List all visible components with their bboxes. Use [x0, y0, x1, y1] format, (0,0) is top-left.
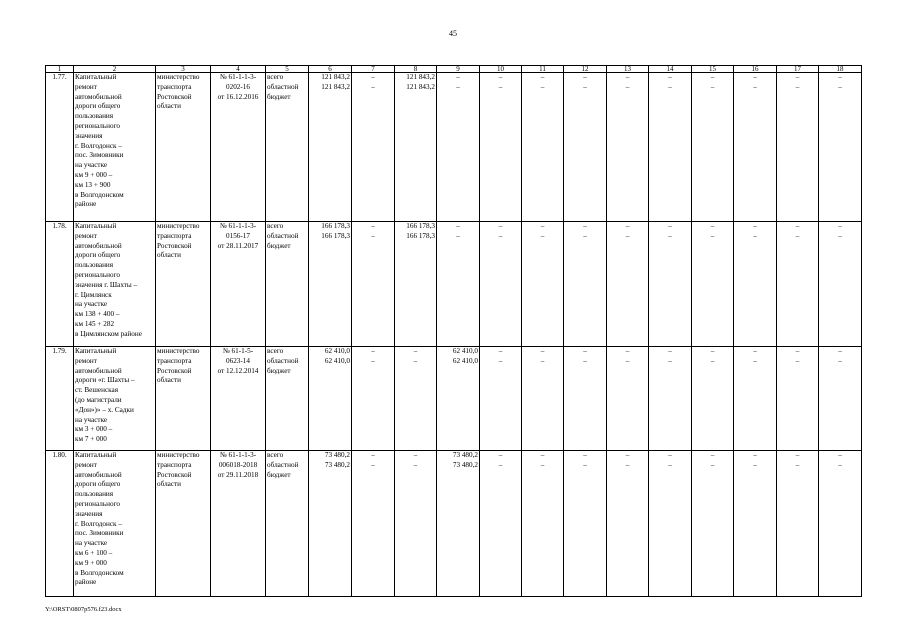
cell-line: бюджет: [267, 366, 291, 375]
value-cell: [777, 347, 819, 451]
column-header: 16: [734, 66, 777, 73]
value-regional: –: [371, 82, 375, 91]
value-regional: 121 843,2: [321, 82, 350, 91]
cell-line: значения г. Шахты –: [75, 280, 138, 289]
cell-line: областной: [267, 231, 299, 240]
value-total: –: [456, 73, 460, 81]
value-cell: [649, 222, 692, 347]
cell-line: № 61-1-5-: [222, 347, 254, 355]
value-regional: –: [838, 231, 842, 240]
row-number: 1.78.: [46, 222, 74, 347]
value-regional: 62 410,0: [324, 356, 350, 365]
value-total: –: [540, 347, 545, 355]
value-cell: [352, 347, 395, 451]
cell-line: области: [157, 480, 182, 489]
column-header: 7: [352, 66, 395, 73]
value-cell: [480, 451, 522, 597]
value-regional: –: [498, 231, 503, 240]
value-total: –: [498, 347, 503, 355]
value-regional: –: [625, 231, 630, 240]
value-regional: –: [456, 231, 460, 240]
value-cell: [437, 451, 480, 597]
column-header: 1: [46, 66, 74, 73]
value-total: –: [583, 73, 587, 81]
value-total: –: [498, 451, 503, 459]
value-total: –: [625, 347, 630, 355]
cell-line: ремонт: [75, 82, 97, 91]
value-regional: –: [625, 460, 630, 469]
contract-cell: [211, 451, 266, 597]
value-cell: [607, 73, 649, 222]
cell-line: транспорта: [157, 82, 192, 91]
cell-line: регионального: [75, 499, 120, 508]
value-regional: –: [498, 356, 503, 365]
cell-line: автомобильной: [75, 92, 122, 101]
value-regional: –: [710, 82, 715, 91]
value-cell: [607, 347, 649, 451]
funding-source-cell: [266, 73, 309, 222]
value-total: –: [710, 222, 715, 230]
cell-line: всего: [267, 347, 284, 355]
cell-line: пос. Зимовники: [75, 151, 124, 160]
cell-line: Капитальный: [75, 451, 117, 459]
page-number: 45: [449, 29, 457, 38]
value-regional: –: [795, 460, 800, 469]
cell-line: км 7 + 000: [75, 435, 107, 444]
value-regional: –: [795, 82, 800, 91]
cell-line: пользования: [75, 112, 114, 121]
funding-source-cell: [266, 347, 309, 451]
value-regional: 73 480,2: [452, 460, 478, 469]
value-total: 73 480,2: [324, 451, 350, 459]
cell-line: № 61-1-1-3-: [219, 73, 257, 81]
value-cell: [522, 222, 564, 347]
value-total: 62 410,0: [324, 347, 350, 355]
value-total: 73 480,2: [452, 451, 478, 459]
cell-line: автомобильной: [75, 241, 122, 250]
cell-line: бюджет: [267, 92, 291, 101]
value-cell: [309, 347, 352, 451]
cell-line: дороги общего: [75, 480, 121, 489]
cell-line: бюджет: [267, 470, 291, 479]
value-cell: [480, 222, 522, 347]
value-regional: –: [498, 82, 503, 91]
cell-line: км 13 + 900: [75, 180, 111, 189]
cell-line: 006018-2018: [218, 460, 258, 469]
value-cell: [522, 347, 564, 451]
cell-line: области: [157, 251, 182, 260]
cell-line: министерство: [157, 347, 200, 355]
value-cell: [564, 347, 607, 451]
value-total: –: [456, 222, 460, 230]
cell-line: районе: [75, 200, 97, 209]
cell-line: дороги общего: [75, 102, 121, 111]
table-row: [46, 347, 862, 451]
value-regional: –: [753, 460, 757, 469]
value-regional: 73 480,2: [324, 460, 350, 469]
value-regional: 166 178,3: [406, 231, 435, 240]
cell-line: министерство: [157, 451, 200, 459]
value-total: –: [668, 451, 672, 459]
value-total: –: [753, 347, 757, 355]
cell-line: на участке: [75, 415, 108, 424]
value-cell: [395, 222, 437, 347]
cell-line: ремонт: [75, 460, 97, 469]
value-cell: [607, 222, 649, 347]
value-total: –: [583, 347, 587, 355]
cell-line: областной: [267, 460, 299, 469]
value-regional: –: [710, 356, 715, 365]
cell-line: от 28.11.2017: [217, 241, 259, 250]
value-cell: [734, 347, 777, 451]
value-total: –: [795, 73, 800, 81]
value-total: –: [625, 73, 630, 81]
value-regional: –: [456, 82, 460, 91]
work-name-cell: [74, 347, 156, 451]
cell-line: пользования: [75, 490, 114, 499]
value-regional: –: [371, 231, 375, 240]
value-total: –: [668, 347, 672, 355]
cell-line: пос. Зимовники: [75, 529, 124, 538]
value-total: 166 178,3: [406, 222, 435, 230]
value-total: –: [583, 222, 587, 230]
cell-line: г. Волгодонск –: [75, 519, 122, 528]
value-total: 121 843,2: [321, 73, 350, 81]
value-regional: –: [753, 82, 757, 91]
value-total: –: [540, 451, 545, 459]
value-cell: [734, 73, 777, 222]
value-cell: [352, 222, 395, 347]
table-row: [46, 73, 862, 222]
cell-line: Ростовской: [157, 92, 192, 101]
value-regional: –: [540, 356, 545, 365]
value-cell: [480, 347, 522, 451]
cell-line: км 138 + 400 –: [75, 310, 120, 319]
cell-line: км 145 + 282: [75, 319, 115, 328]
value-cell: [692, 222, 734, 347]
column-header: 18: [819, 66, 862, 73]
value-cell: [649, 73, 692, 222]
cell-line: Капитальный: [75, 73, 117, 81]
funding-source-cell: [266, 451, 309, 597]
value-cell: [395, 347, 437, 451]
value-cell: [819, 451, 862, 597]
value-cell: [777, 451, 819, 597]
value-total: –: [498, 222, 503, 230]
column-header: 5: [266, 66, 309, 73]
column-header: 2: [74, 66, 156, 73]
cell-line: автомобильной: [75, 366, 122, 375]
row-number: 1.80.: [46, 451, 74, 597]
column-header: 10: [480, 66, 522, 73]
cell-line: Ростовской: [157, 366, 192, 375]
value-regional: –: [498, 460, 503, 469]
value-cell: [607, 451, 649, 597]
value-cell: [309, 73, 352, 222]
value-regional: –: [540, 231, 545, 240]
value-regional: –: [583, 460, 587, 469]
column-header: 17: [777, 66, 819, 73]
cell-line: министерство: [157, 222, 200, 230]
value-total: –: [753, 73, 757, 81]
value-total: –: [753, 451, 757, 459]
value-cell: [734, 222, 777, 347]
cell-line: бюджет: [267, 241, 291, 250]
value-regional: –: [838, 356, 842, 365]
value-total: 62 410,0: [452, 347, 478, 355]
value-total: –: [413, 451, 418, 459]
cell-line: транспорта: [157, 460, 192, 469]
value-regional: –: [413, 460, 418, 469]
column-header: 11: [522, 66, 564, 73]
value-regional: –: [795, 231, 800, 240]
cell-line: регионального: [75, 121, 120, 130]
value-regional: –: [838, 460, 842, 469]
value-cell: [437, 347, 480, 451]
cell-line: всего: [267, 73, 284, 81]
cell-line: км 6 + 100 –: [75, 548, 113, 557]
cell-line: ремонт: [75, 231, 97, 240]
value-cell: [437, 222, 480, 347]
value-regional: 121 843,2: [406, 82, 435, 91]
value-total: –: [371, 73, 375, 81]
value-cell: [352, 73, 395, 222]
value-cell: [777, 73, 819, 222]
cell-line: Ростовской: [157, 470, 192, 479]
cell-line: значения: [75, 509, 103, 518]
cell-line: от 16.12.2016: [217, 92, 259, 101]
value-regional: –: [413, 356, 418, 365]
value-cell: [437, 73, 480, 222]
value-total: 121 843,2: [406, 73, 435, 81]
value-cell: [522, 451, 564, 597]
cell-line: 0623-14: [226, 356, 250, 365]
value-cell: [309, 451, 352, 597]
value-total: –: [710, 73, 715, 81]
cell-line: значения: [75, 131, 103, 140]
value-regional: –: [540, 460, 545, 469]
value-total: –: [413, 347, 418, 355]
column-header: 9: [437, 66, 480, 73]
cell-line: области: [157, 102, 182, 111]
cell-line: в Цимлянском районе: [75, 329, 142, 338]
value-regional: –: [371, 460, 375, 469]
table-row: [46, 222, 862, 347]
value-cell: [734, 451, 777, 597]
value-regional: –: [838, 82, 842, 91]
column-header: 3: [156, 66, 211, 73]
column-header: 4: [211, 66, 266, 73]
value-total: –: [838, 222, 842, 230]
cell-line: на участке: [75, 300, 108, 309]
cell-line: областной: [267, 356, 299, 365]
cell-line: автомобильной: [75, 470, 122, 479]
cell-line: на участке: [75, 539, 108, 548]
cell-line: в Волгодонском: [75, 190, 124, 199]
cell-line: г. Волгодонск –: [75, 141, 122, 150]
value-regional: –: [371, 356, 375, 365]
cell-line: г. Цимлянск: [75, 290, 112, 299]
cell-line: «Дон»)» – х. Садки: [75, 405, 134, 414]
value-cell: [352, 451, 395, 597]
value-total: –: [838, 73, 842, 81]
executor-cell: [156, 347, 211, 451]
work-name-cell: [74, 222, 156, 347]
cell-line: в Волгодонском: [75, 568, 124, 577]
value-total: –: [625, 451, 630, 459]
cell-line: областной: [267, 82, 299, 91]
column-header: 8: [395, 66, 437, 73]
value-cell: [819, 73, 862, 222]
value-regional: –: [710, 460, 715, 469]
column-header: 13: [607, 66, 649, 73]
cell-line: № 61-1-1-3-: [219, 451, 257, 459]
value-cell: [480, 73, 522, 222]
value-regional: –: [668, 231, 672, 240]
cell-line: от 12.12.2014: [217, 366, 259, 375]
value-regional: –: [583, 82, 587, 91]
cell-line: всего: [267, 451, 284, 459]
value-regional: –: [540, 82, 545, 91]
value-cell: [309, 222, 352, 347]
column-header: 12: [564, 66, 607, 73]
header-row: [46, 66, 862, 73]
cell-line: области: [157, 376, 182, 385]
value-regional: –: [583, 231, 587, 240]
cell-line: пользования: [75, 261, 114, 270]
cell-line: министерство: [157, 73, 200, 81]
column-header: 6: [309, 66, 352, 73]
funding-source-cell: [266, 222, 309, 347]
value-cell: [395, 451, 437, 597]
cell-line: районе: [75, 578, 97, 587]
value-cell: [777, 222, 819, 347]
cell-line: дороги общего: [75, 251, 121, 260]
value-total: –: [710, 451, 715, 459]
value-total: –: [753, 222, 757, 230]
value-regional: –: [625, 356, 630, 365]
data-table: [45, 65, 862, 597]
cell-line: всего: [267, 222, 284, 230]
cell-line: дороги «г. Шахты –: [75, 376, 135, 385]
value-total: –: [795, 347, 800, 355]
cell-line: № 61-1-1-3-: [219, 222, 257, 230]
value-cell: [819, 222, 862, 347]
cell-line: км 9 + 000 –: [75, 170, 113, 179]
cell-line: ремонт: [75, 356, 97, 365]
cell-line: Капитальный: [75, 347, 117, 355]
cell-line: (до магистрали: [75, 395, 122, 404]
value-total: –: [625, 222, 630, 230]
value-total: –: [838, 451, 842, 459]
value-regional: –: [625, 82, 630, 91]
cell-line: км 9 + 000: [75, 558, 107, 567]
cell-line: 0202-16: [226, 82, 250, 91]
cell-line: км 3 + 000 –: [75, 425, 113, 434]
value-regional: –: [795, 356, 800, 365]
column-header: 14: [649, 66, 692, 73]
value-total: –: [583, 451, 587, 459]
value-total: –: [710, 347, 715, 355]
executor-cell: [156, 451, 211, 597]
cell-line: от 29.11.2018: [217, 470, 259, 479]
cell-line: 0156-17: [226, 231, 250, 240]
value-cell: [564, 73, 607, 222]
value-total: –: [838, 347, 842, 355]
value-total: –: [540, 222, 545, 230]
value-regional: –: [668, 82, 672, 91]
value-total: –: [371, 451, 375, 459]
value-regional: –: [668, 460, 672, 469]
value-regional: –: [583, 356, 587, 365]
executor-cell: [156, 222, 211, 347]
value-cell: [522, 73, 564, 222]
value-cell: [819, 347, 862, 451]
value-regional: –: [753, 231, 757, 240]
value-total: –: [498, 73, 503, 81]
value-cell: [692, 347, 734, 451]
cell-line: транспорта: [157, 356, 192, 365]
row-number: 1.79.: [46, 347, 74, 451]
cell-line: Ростовской: [157, 241, 192, 250]
value-cell: [692, 73, 734, 222]
value-cell: [649, 451, 692, 597]
value-regional: –: [710, 231, 715, 240]
value-cell: [692, 451, 734, 597]
value-total: –: [540, 73, 545, 81]
row-number: 1.77.: [46, 73, 74, 222]
value-cell: [649, 347, 692, 451]
cell-line: на участке: [75, 161, 108, 170]
value-cell: [564, 451, 607, 597]
contract-cell: [211, 222, 266, 347]
table-row: [46, 451, 862, 597]
value-total: –: [371, 347, 375, 355]
contract-cell: [211, 73, 266, 222]
value-total: –: [668, 222, 672, 230]
value-total: –: [371, 222, 375, 230]
work-name-cell: [74, 73, 156, 222]
cell-line: регионального: [75, 270, 120, 279]
cell-line: Капитальный: [75, 222, 117, 230]
cell-line: транспорта: [157, 231, 192, 240]
value-total: 166 178,3: [321, 222, 350, 230]
executor-cell: [156, 73, 211, 222]
footer-filepath: Y:\ORST\0807p576.f23.docx: [45, 606, 122, 613]
value-cell: [564, 222, 607, 347]
contract-cell: [211, 347, 266, 451]
value-total: –: [795, 222, 800, 230]
value-regional: –: [753, 356, 757, 365]
work-name-cell: [74, 451, 156, 597]
value-regional: 166 178,3: [321, 231, 350, 240]
cell-line: ст. Вешенская: [75, 386, 119, 395]
value-regional: 62 410,0: [452, 356, 478, 365]
value-total: –: [668, 73, 672, 81]
value-cell: [395, 73, 437, 222]
value-total: –: [795, 451, 800, 459]
column-header: 15: [692, 66, 734, 73]
value-regional: –: [668, 356, 672, 365]
